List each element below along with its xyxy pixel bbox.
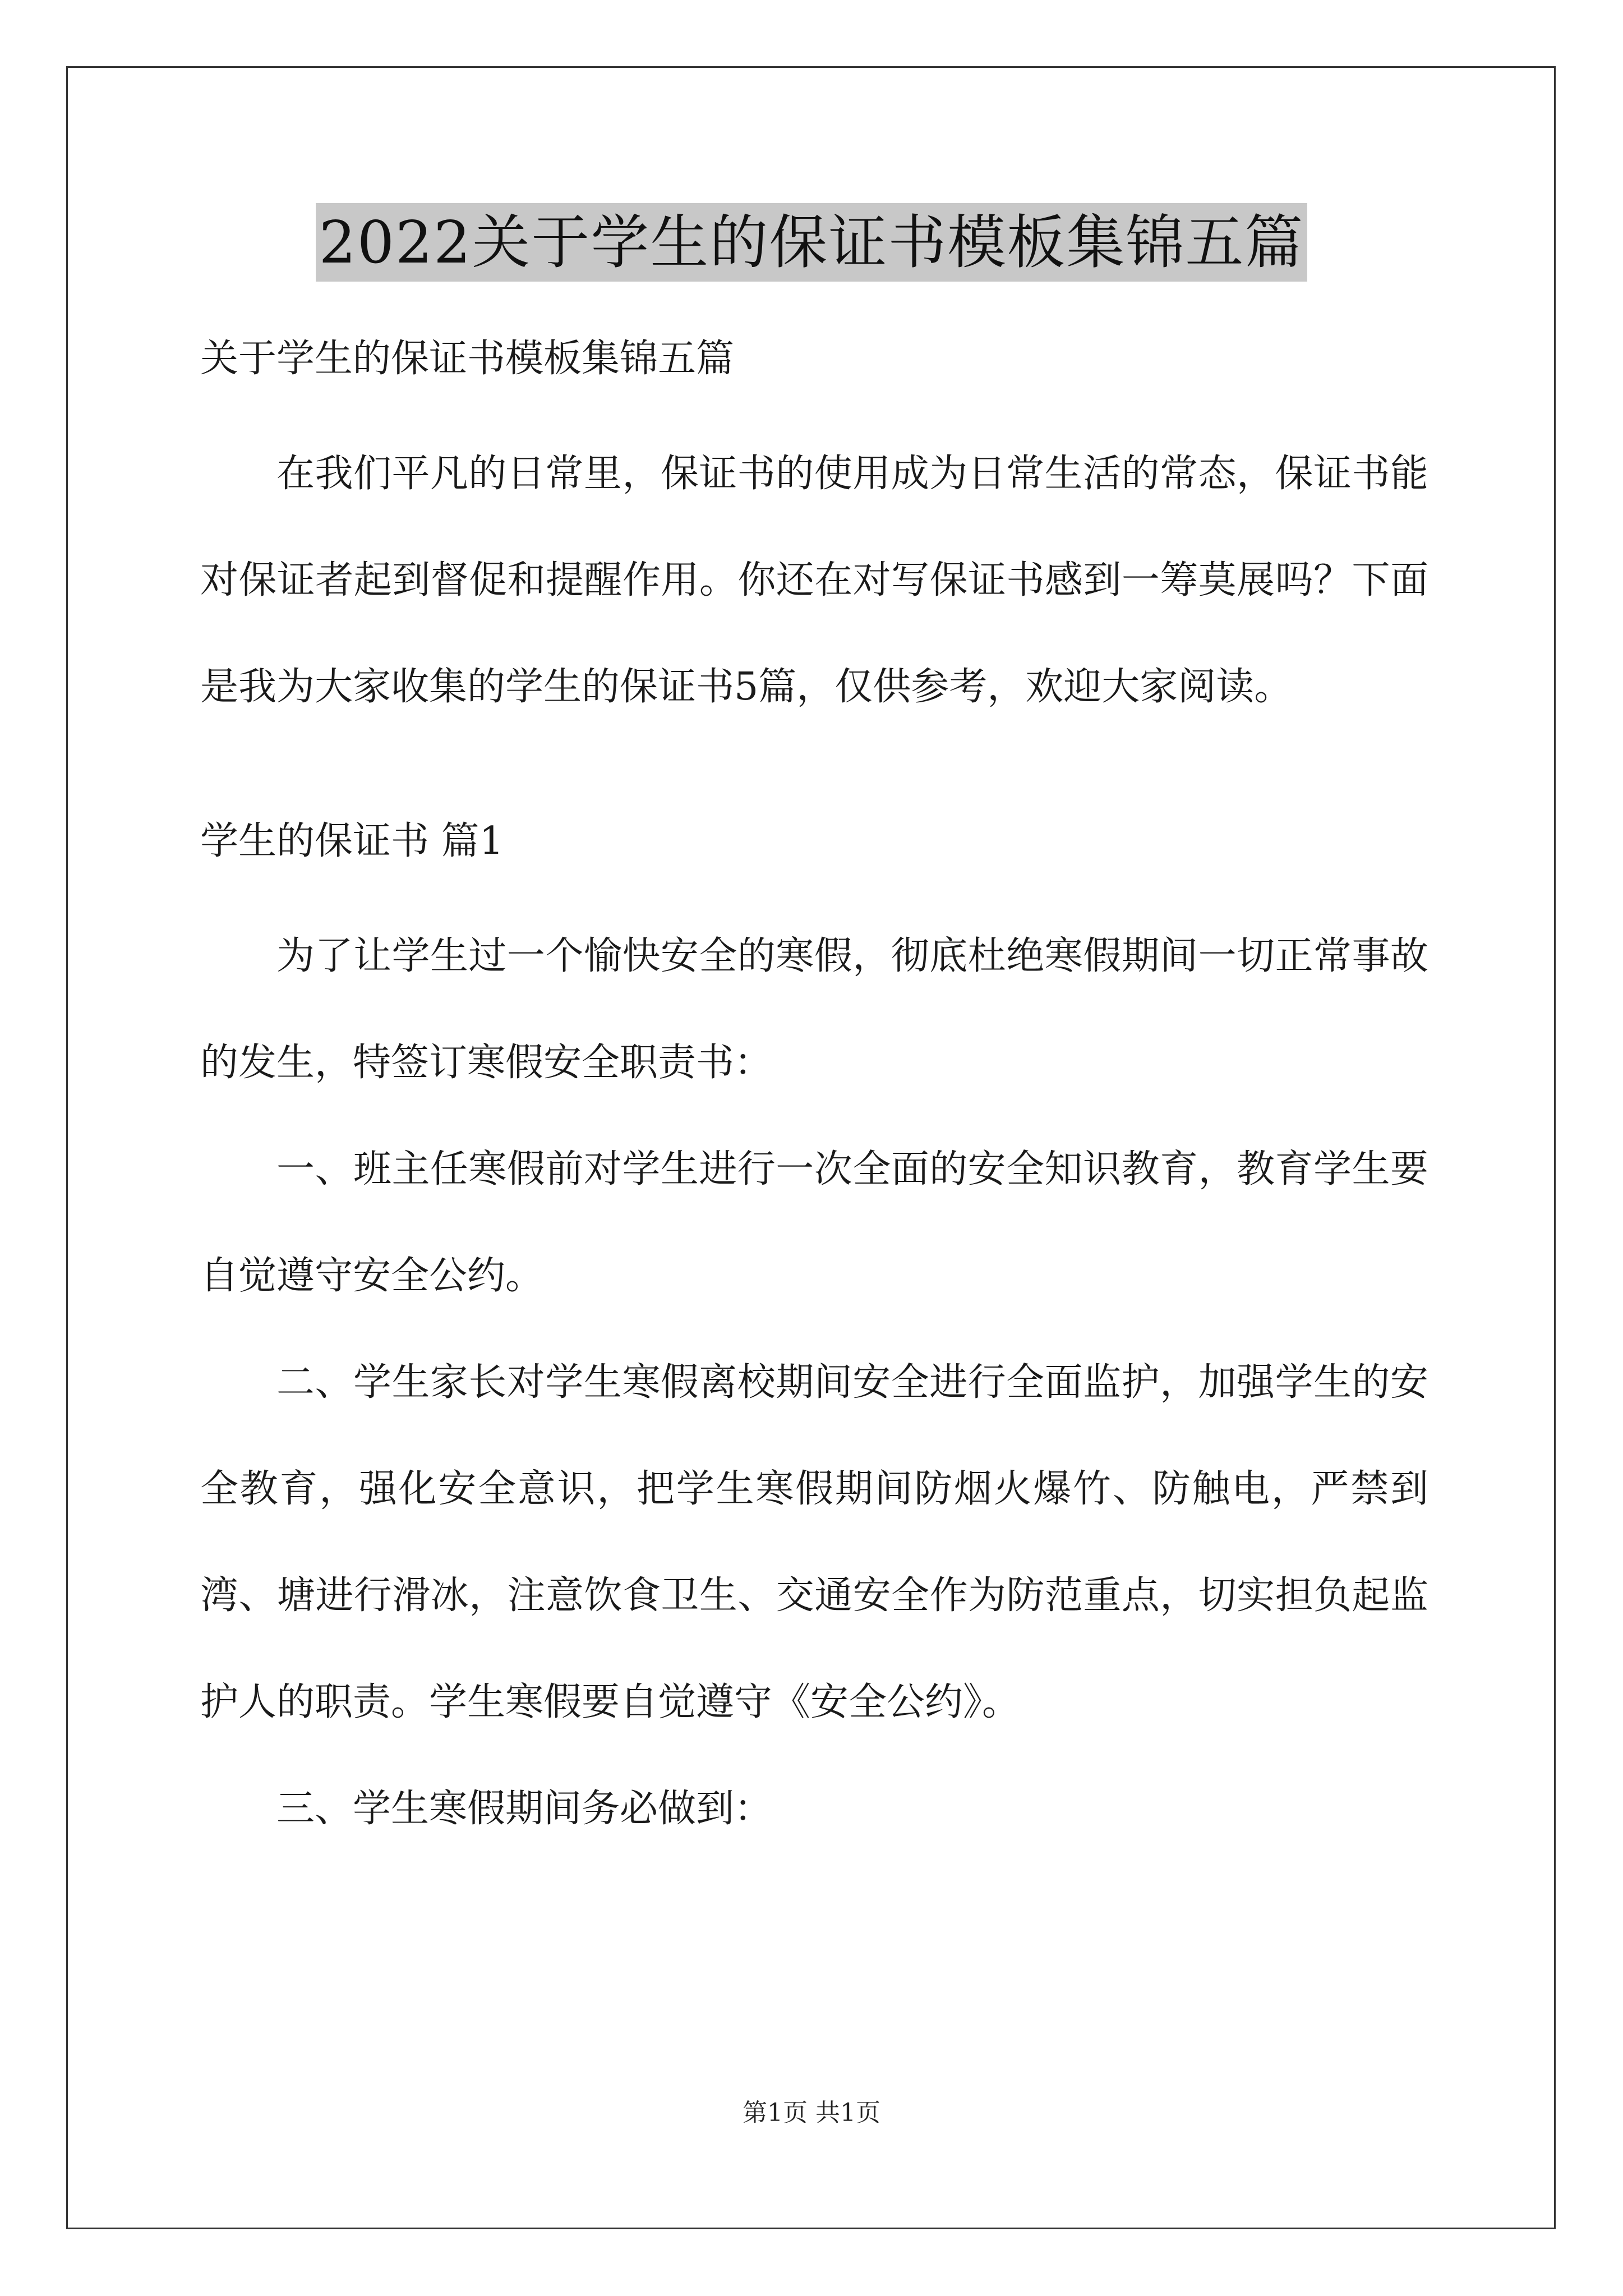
section-paragraph-2: 一、班主任寒假前对学生进行一次全面的安全知识教育，教育学生要自觉遵守安全公约。	[200, 1147, 1428, 1298]
document-subtitle: 关于学生的保证书模板集锦五篇	[200, 337, 735, 381]
section-heading: 学生的保证书 篇1	[200, 819, 504, 863]
section-paragraph-4: 三、学生寒假期间务必做到：	[276, 1787, 773, 1831]
document-title: 2022关于学生的保证书模板集锦五篇	[316, 203, 1308, 282]
section-paragraph-3: 二、学生家长对学生寒假离校期间安全进行全面监护，加强学生的安全教育，强化安全意识，把学生寒假期间防烟火爆竹、防触电，严禁到湾、塘进行滑冰，注意饮食卫生、交通安全作为防范重点，切实担负起监护人的职责。学生寒假要自觉遵守《安全公约》。	[200, 1360, 1428, 1724]
page-footer: 第1页 共1页	[743, 2099, 880, 2127]
title-container	[0, 203, 1623, 282]
intro-paragraph: 在我们平凡的日常里，保证书的使用成为日常生活的常态，保证书能对保证者起到督促和提醒作用。你还在对写保证书感到一筹莫展吗？下面是我为大家收集的学生的保证书5篇，仅供参考，欢迎大家阅读。	[200, 452, 1428, 709]
section-paragraph-1: 为了让学生过一个愉快安全的寒假，彻底杜绝寒假期间一切正常事故的发生，特签订寒假安全职责书：	[200, 934, 1428, 1085]
document-body	[200, 314, 1428, 1862]
